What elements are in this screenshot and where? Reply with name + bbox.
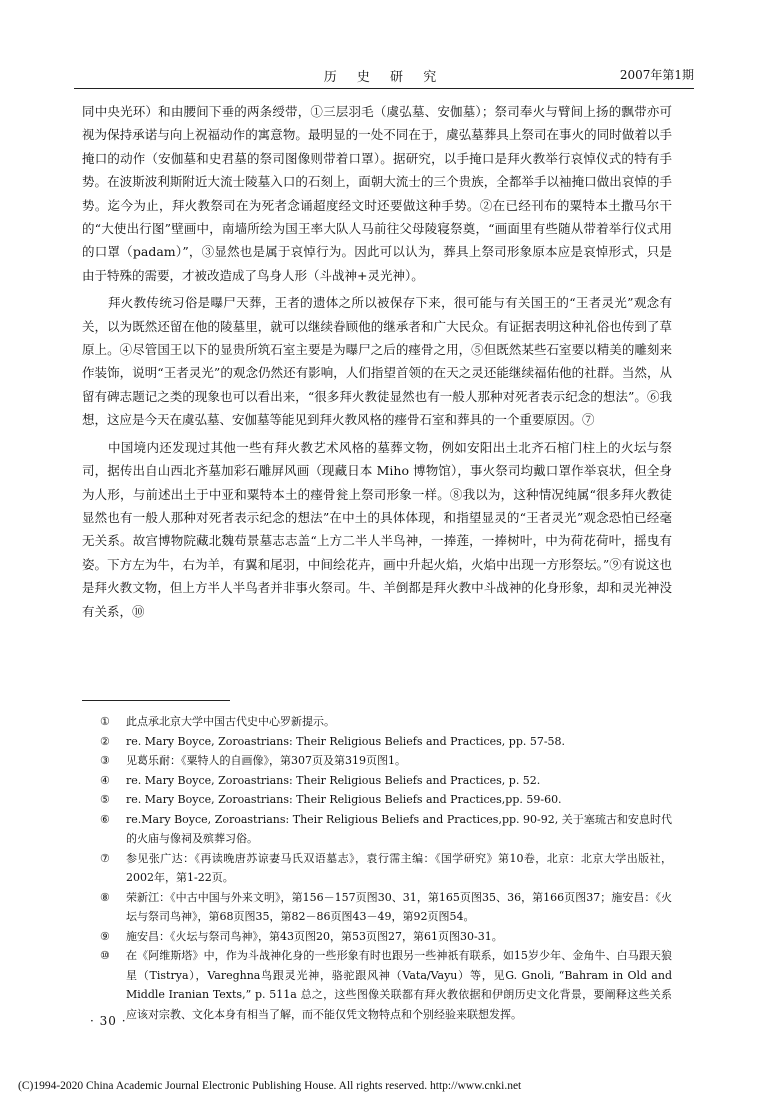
footnote-number: ②	[100, 734, 110, 748]
footnote-text: 荣新江：《中古中国与外来文明》，第156－157页图30、31，第165页图35、36，第166页图37；施安昌：《火坛与祭司鸟神》，第68页图35，第82－86页图43－49，第92页图54。	[126, 890, 672, 923]
footnote	[100, 712, 672, 732]
footnote	[100, 771, 672, 791]
article-body	[82, 100, 672, 623]
footnote-divider	[82, 700, 230, 701]
footnote-text: re.Mary Boyce, Zoroastrians: Their Religious Beliefs and Practices,pp. 90-92, 关于塞琉古和安息时代的火庙与像祠及殡葬习俗。	[126, 812, 672, 845]
footnote-text: 施安昌：《火坛与祭司鸟神》，第43页图20，第53页图27，第61页图30-31。	[126, 929, 503, 943]
footnote	[100, 790, 672, 810]
copyright-notice: (C)1994-2020 China Academic Journal Electronic Publishing House. All rights reserved. http://www.cnki.net	[18, 1080, 522, 1092]
footnote	[100, 810, 672, 849]
footnote-text: 在《阿维斯塔》中，作为斗战神化身的一些形象有时也跟另一些神祇有联系，如15岁少年、金角牛、白马跟天狼星（Tistrya），Vareghna鸟跟灵光神，骆驼跟风神（Vata/Vayu）等，见G. Gnoli, “Bahram in Old and Middle Iranian Texts,” p. 511a 总之，这些图像关联都有拜火教依据和伊朗历史文化背景，要阐释这些关系应该对宗教、文化本身有相当了解，而不能仅凭文物特点和个别经验来联想发挥。	[126, 949, 672, 1021]
footnote-text: re. Mary Boyce, Zoroastrians: Their Religious Beliefs and Practices, p. 52.	[126, 773, 541, 787]
footnote-number: ⑨	[100, 929, 110, 943]
footnote	[100, 751, 672, 771]
body-paragraph: 中国境内还发现过其他一些有拜火教艺术风格的墓葬文物，例如安阳出土北齐石棺门柱上的火坛与祭司，据传出自山西北齐墓加彩石雕屏风画（现藏日本 Miho 博物馆），事火祭司均戴口罩作举哀状，但全身为人形，与前述出土于中亚和粟特本土的瘗骨瓮上祭司形象一样。⑧我以为，这种情况纯属“很多拜火教徒显然也有一般人那种对死者表示纪念的想法”在中土的具体体现，和指望显灵的“王者灵光”观念恐怕已经毫无关系。故宫博物院藏北魏苟景墓志志盖“上方二半人半鸟神，一捧莲，一捧树叶，中为荷花荷叶，摇曳有姿。下方左为牛，右为羊，有翼和尾羽，中间绘花卉，画中升起火焰，火焰中出现一方形祭坛。”⑨有说这也是拜火教文物，但上方半人半鸟者并非事火祭司。牛、羊倒都是拜火教中斗战神的化身形象，却和灵光神没有关系，⑩	[82, 439, 672, 619]
footnote	[100, 732, 672, 752]
footnote-number: ⑤	[100, 793, 110, 806]
footnote	[100, 946, 672, 1024]
footnote-number: ⑥	[100, 812, 110, 826]
footnote-number: ③	[100, 754, 110, 767]
footnote-number: ①	[100, 715, 110, 728]
footnote-number: ⑧	[100, 890, 110, 904]
footnote-text: re. Mary Boyce, Zoroastrians: Their Religious Beliefs and Practices, pp. 57-58.	[126, 734, 566, 748]
footnote-text: re. Mary Boyce, Zoroastrians: Their Religious Beliefs and Practices,pp. 59-60.	[126, 793, 562, 806]
footnote-text: 参见张广达：《再读晚唐苏谅妻马氏双语墓志》，袁行霈主编：《国学研究》第10卷，北京：北京大学出版社，2002年，第1-22页。	[126, 851, 672, 884]
running-header	[74, 64, 694, 88]
page-number: · 30 ·	[90, 1014, 127, 1028]
footnote-number: ④	[100, 773, 110, 787]
body-paragraph: 拜火教传统习俗是曝尸天葬，王者的遗体之所以被保存下来，很可能与有关国王的“王者灵光”观念有关，以为既然还留在他的陵墓里，就可以继续眷顾他的继承者和广大民众。有证据表明这种礼俗也传到了草原上。④尽管国王以下的显贵所筑石室主要是为曝尸之后的瘗骨之用，⑤但既然某些石室要以精美的雕刻来作装饰，说明“王者灵光”的观念仍然还有影响，人们指望首领的在天之灵还能继续福佑他的社群。当然，从留有碑志题记之类的现象也可以看出来，“很多拜火教徒显然也有一般人那种对死者表示纪念的想法”。⑥我想，这应是今天在虞弘墓、安伽墓等能见到拜火教风格的瘗骨石室和葬具的一个重要原因。⑦	[82, 295, 672, 428]
issue-label: 2007年第1期	[619, 68, 694, 82]
footnote	[100, 849, 672, 888]
footnote-number: ⑩	[100, 949, 110, 962]
body-paragraph: 同中央光环）和由腰间下垂的两条绶带，①三层羽毛（虞弘墓、安伽墓）；祭司奉火与臂间上扬的飘带亦可视为保持承诺与向上祝福动作的寓意物。最明显的一处不同在于，虞弘墓葬具上祭司在事火的同时做着以手掩口的动作（安伽墓和史君墓的祭司图像则带着口罩）。据研究，以手掩口是拜火教举行哀悼仪式的特有手势。在波斯波利斯附近大流士陵墓入口的石刻上，面朝大流士的三个贵族，全都举手以袖掩口做出哀悼的手势。迄今为止，拜火教祭司在为死者念诵超度经文时还要做这种手势。②在已经刊布的粟特本土撒马尔干的“大使出行图”壁画中，南墙所绘为国王率大队人马前往父母陵寝祭奠，“画面里有些随从带着举行仪式用的口罩（padam）”，③显然也是属于哀悼行为。因此可以认为，葬具上祭司形象原本应是哀悼形式，只是由于特殊的需要，才被改造成了鸟身人形（斗战神+灵光神）。	[82, 104, 672, 283]
footnote-text: 此点承北京大学中国古代史中心罗新提示。	[126, 715, 335, 728]
footnotes	[100, 712, 672, 1024]
journal-title: 历 史 研 究	[323, 70, 445, 85]
footnote-number: ⑦	[100, 851, 110, 865]
footnote	[100, 927, 672, 947]
footnote-text: 见葛乐耐：《粟特人的自画像》，第307页及第319页图1。	[126, 754, 406, 767]
footnote	[100, 888, 672, 927]
header-divider	[74, 88, 694, 89]
